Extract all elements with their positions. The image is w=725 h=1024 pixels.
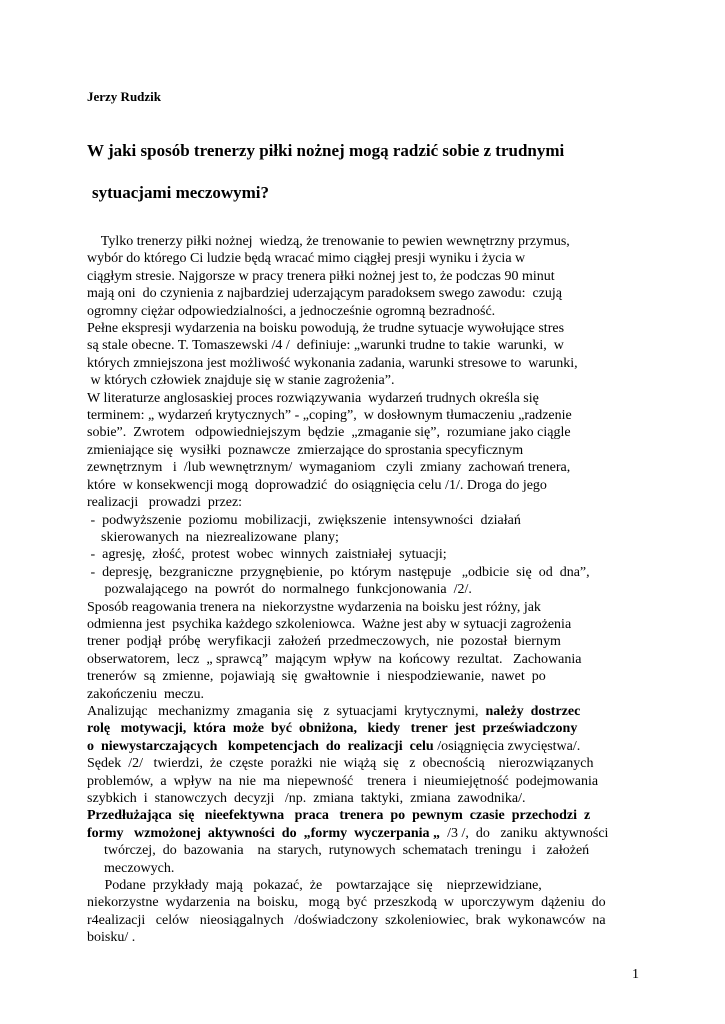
body-line: są stale obecne. T. Tomaszewski /4 / definiuje: „warunki trudne to takie warunki, w (87, 338, 564, 354)
text-segment: /3 /, do zaniku aktywności (443, 825, 609, 841)
body-line: Pełne ekspresji wydarzenia na boisku powodują, że trudne sytuacje wywołujące stres (87, 321, 565, 337)
body-line: W literaturze anglosaskiej proces rozwiązywania wydarzeń trudnych określa się (87, 390, 539, 406)
body-line-bold-5 (87, 825, 647, 842)
bold-segment: należy dostrzec (485, 703, 581, 719)
body-line: Tylko trenerzy piłki nożnej wiedzą, że trenowanie to pewien wewnętrzny przymus, (87, 234, 570, 249)
body-line: obserwatorem, lecz „ sprawcą” mającym wpływ na końcowy rezultat. Zachowania (87, 651, 582, 667)
body-line: pozwalającego na powrót do normalnego funkcjonowania /2/. (87, 582, 472, 598)
body-line-bold-3 (87, 738, 647, 755)
bold-segment: rolę motywacji, która może być obniżona, kiedy trener jest przeświadczony (87, 721, 578, 737)
body-line: Sędek /2/ twierdzi, że częste porażki nie wiążą się z obecnością nierozwiązanych (87, 756, 594, 772)
body-line: wybór do którego Ci ludzie będą wracać mimo ciągłej presji wyniku i życia w (87, 251, 526, 267)
text-segment: Analizując mechanizmy zmagania się z sytuacjami krytycznymi, (87, 703, 486, 719)
body-lines-part-3 (87, 877, 647, 947)
body-line: - agresję, złość, protest wobec winnych zaistniałej sytuacji; (87, 547, 447, 563)
body-line: boisku/ . (87, 930, 136, 946)
bold-segment: o niewystarczających kompetencjach do realizacji celu (87, 738, 438, 754)
body-line: trenerów są zmienne, pojawiają się gwałtownie i niespodziewanie, nawet po (87, 669, 546, 685)
body-line: r4ealizacji celów nieosiągalnych /doświadczony szkoleniowiec, brak wykonawców na (87, 912, 606, 928)
body-line: trener podjął próbę weryfikacji założeń przedmeczowych, nie pozostał biernym (87, 634, 561, 650)
body-line: zewnętrznym i /lub wewnętrznym/ wymaganiom czyli zmiany zachowań trenera, (87, 460, 571, 476)
body-line: które w konsekwencji mogą doprowadzić do osiągnięcia celu /1/. Droga do jego (87, 477, 547, 493)
document-body (87, 233, 647, 947)
body-line: których zmniejszona jest możliwość wykonania zadania, warunki stresowe to warunki, (87, 355, 578, 371)
body-line: terminem: „ wydarzeń krytycznych” - „coping”, w dosłownym tłumaczeniu „radzenie (87, 408, 572, 424)
body-line: - depresję, bezgraniczne przygnębienie, po którym następuje „odbicie się od dna”, (87, 564, 590, 580)
body-line: twórczej, do bazowania na starych, rutynowych schematach treningu i założeń (104, 843, 590, 859)
body-line: niekorzystne wydarzenia na boisku, mogą być przeszkodą w uporczywym dążeniu do (87, 895, 606, 911)
body-line: - podwyższenie poziomu mobilizacji, zwiększenie intensywności działań (87, 512, 521, 528)
body-line: ciągłym stresie. Najgorsze w pracy trenera piłki nożnej jest to, że podczas 90 minut (87, 268, 555, 284)
body-line: meczowych. (104, 860, 175, 876)
body-line: realizacji prowadzi przez: (87, 495, 243, 511)
body-lines-part-2 (87, 755, 647, 807)
body-line: skierowanych na niezrealizowane plany; (87, 529, 339, 545)
body-line: zakończeniu meczu. (87, 686, 204, 702)
body-line: odmienna jest psychika każdego szkoleniowca. Ważne jest aby w sytuacji zagrożenia (87, 616, 572, 632)
bold-segment: Przedłużająca się nieefektywna praca trenera po pewnym czasie przechodzi z (87, 808, 591, 824)
body-line-bold-4 (87, 807, 647, 824)
text-segment: /osiągnięcia zwycięstwa/. (437, 738, 581, 754)
body-line-bold-2 (87, 720, 647, 737)
author-name: Jerzy Rudzik (87, 89, 162, 104)
bold-segment: formy wzmożonej aktywności do „formy wyczerpania „ (87, 825, 444, 841)
body-line: zmieniające się wysiłki poznawcze zmierzające do sprostania specyficznym (87, 442, 524, 458)
body-line: ogromny ciężar odpowiedzialności, a jednocześnie ogromną bezradność. (87, 303, 496, 319)
body-line: problemów, a wpływ na nie ma niepewność trenera i nieumiejętność podejmowania (87, 773, 599, 789)
body-line: Sposób reagowania trenera na niekorzystne wydarzenia na boisku jest różny, jak (87, 599, 541, 615)
body-line: sobie”. Zwrotem odpowiedniejszym będzie „zmaganie się”, rozumiane jako ciągle (87, 425, 571, 441)
body-line: szybkich i stanowczych decyzji /np. zmiana taktyki, zmiana zawodnika/. (87, 791, 526, 806)
document-title-line-2: sytuacjami meczowymi? (92, 183, 270, 202)
body-line: mają oni do czynienia z najbardziej uderzającym paradoksem swego zawodu: czują (87, 286, 563, 302)
body-lines-part-1 (87, 233, 647, 703)
body-line: w których człowiek znajduje się w stanie zagrożenia”. (87, 373, 395, 389)
document-title-line-1: W jaki sposób trenerzy piłki nożnej mogą radzić sobie z trudnymi (87, 141, 565, 160)
body-line: Podane przykłady mają pokazać, że powtarzające się nieprzewidziane, (87, 878, 542, 894)
body-line-bold-1 (87, 703, 647, 720)
page-number: 1 (632, 967, 639, 982)
